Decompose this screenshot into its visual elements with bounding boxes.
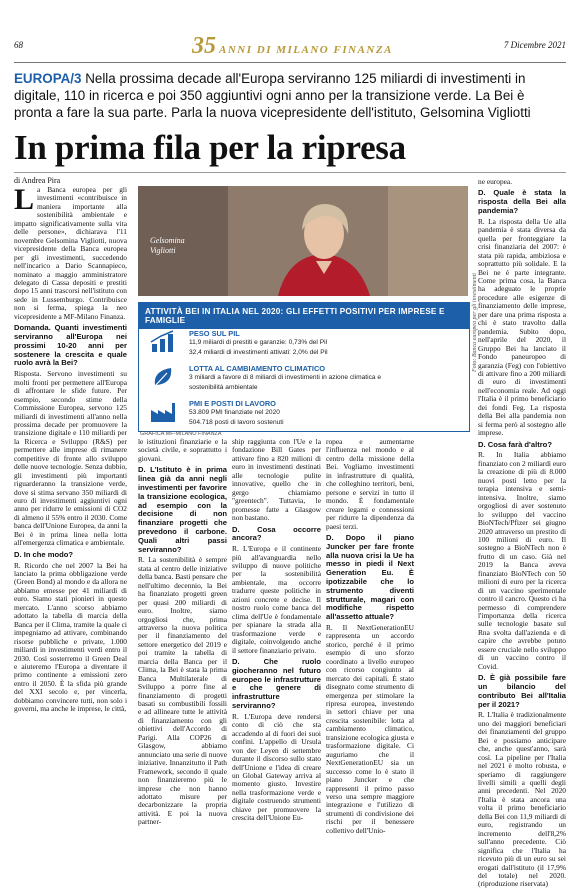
question: D. Cosa farà d'altro? [478,439,552,449]
info-row-climate [147,364,447,394]
article-deck [14,70,566,121]
portrait-illustration [138,186,468,296]
byline-author: Andrea Pira [21,176,61,185]
answer: R. In Italia abbiamo finanziato con 2 miliardi euro la creazione di più di 8.000 nuovi posti letto per la terapia intensiva e semi-intensiva. Inoltre, siamo orgogliosi di aver sostenuto lo sviluppo del vaccino BioNTech/Pfizer sei giugno 2020 attraverso un prestito di 100 milioni di euro. Il sostegno a BioNTech non è frutto di un caso. Già nel 2019 la Banca aveva finanziato BioNTech con 50 milioni di euro per la ricerca di un vaccino sperimentale contro il cancro. Questo ci ha permesso di comprendere l'importanza della ricerca sulle tecnologie basate sul Rna svolta dall'azienda e di capire che avrebbe potuto essere cruciale nello sviluppo di un vaccino contro il Covid. [478,450,566,671]
question: D. Che ruolo giocheranno nel futuro europeo le infrastrutture e che genere di infrastrutture serviranno? [232,657,321,710]
infographic-title: ATTIVITÀ BEI IN ITALIA NEL 2020: GLI EFFETTI POSITIVI PER IMPRESE E FAMIGLIE [139,303,469,329]
info-row-title: PMI E POSTI DI LAVORO [189,399,276,408]
question: D. Cosa occorre ancora? [232,524,321,543]
section-title: ANNI DI MILANO FINANZA [219,44,393,56]
photo-credit: Foto: Banca europea per gli investimenti [472,273,478,372]
portrait-photo [138,186,468,296]
infographic-box [138,302,470,432]
info-row-title: LOTTA AL CAMBIAMENTO CLIMATICO [189,364,326,373]
paragraph: ne europea. [478,177,513,186]
answer: R. La sostenibilità è sempre stata al centro delle iniziative della banca. Basti pensare che nell'ultimo decennio, la Bei ha finanziato progetti green per quasi 200 miliardi di euro. Inoltre, siamo orgogliosi che, prima attraverso la nuova politica per il finanziamento del settore energetico del 2019 e poi tramite la tabella di marcia della Banca per il Clima, la Bei è stata la prima Banca Multilaterale di Sviluppo a porre fine al finanziamento di progetti basati su combustibili fossili e ad allineare tutte le attività di finanziamento con gli obiettivi dell'Accordo di Parigi. Alla COP26 di Glasgow, abbiamo annunciato una serie di nuove iniziative. Innanzitutto il Path Framework, secondo il quale non finanzieremo più le imprese che non hanno adottato misure per decarbonizzare la propria attività. E poi la nuova partner- [138,555,227,827]
paragraph: ropea e aumentarne l'influenza nel mondo e al centro della missione della Bei. Vogliamo investimenti in infrastrutture di qualità, che colleghino territori, beni, persone e servizi in tutto il mondo. È fondamentale creare legami e connessioni per ridurre la dipendenza da paesi terzi. [326,437,414,531]
graphic-source: GRAFICA MF-MILANO FINANZA [140,431,222,437]
byline-prefix: di [14,176,21,185]
page-header [14,34,566,58]
info-row-sme [147,399,447,429]
answer: R. L'Europa deve rendersi conto di ciò che sta accadendo al di fuori dei suoi confini. L'appello di Ursula von der Leyen di settembre durante il discorso sullo stato dell'Unione e l'idea di creare un Global Gateway arriva al momento giusto. Investire nella trasformazione verde e digitale costruendo strumenti chiave per promuovere la crescita dell'Unione Eu- [232,711,321,823]
question: D. L'Istituto è in prima linea già da anni negli investimenti per favorire la transizione ecologica, ad esempio con la decisione di non finanziare progetti che prevedono il carbone. Quali altri passi serviranno? [138,465,227,554]
question: D. Dopo il piano Juncker per fare fronte alla nuova crisi la Ue ha messo in piedi il Next Generation Eu. È ipotizzabile che lo strumento diventi strutturale, magari con modifiche rispetto all'assetto attuale? [326,532,414,622]
question: D. Quale è stata la risposta della Bei alla pandemia? [478,188,566,216]
intro-paragraph: a Banca europea per gli investimenti «contribuisce in maniera importante alla sostenibilità ambientale e impatto significativamente sulla vita delle persone», dichiarava l'11 novembre Gelsomina Vigliotti, nuova vicepresidente della Banca europea per gli investimenti, succedendo nell'incarico a Dario Scannapieco, nominato a maggio amministratore delegato di Cassa depositi e prestiti dopo 15 anni trascorsi nell'istituto con sede in Lussemburgo. Contribuisce non si ferma, spiega la neo vicepresidente a MF-Milano Finanza. [14,185,127,321]
paragraph: ship raggiunta con l'Ue e la fondazione Bill Gates per attivare fino a 820 milioni di euro in investimenti destinati alle tecnologie pulite innovative, quello che in gergo chiamiamo "greentech". Tuttavia, le promesse fatte a Glasgow non bastano. [232,437,321,523]
leaf-icon [147,364,179,390]
info-row-title: PESO SUL PIL [189,329,240,338]
article-column-2 [138,437,227,827]
article-column-1 [14,183,127,806]
info-row-gdp [147,329,447,359]
article-headline: In prima fila per la ripresa [14,128,406,167]
question: D. È già possibile fare un bilancio del contributo Bei all'Italia per il 2021? [478,673,566,709]
info-row-line: 504.718 posti di lavoro sostenuti [189,419,284,426]
answer: R. Il NextGenerationEU rappresenta un accordo storico, perché è il primo esempio di uno sforzo coordinato a livello europeo con ricorso congiunto al mercato dei capitali. È stato disegnato come strumento di emergenza per stimolare la ripresa europea, investendo in settori chiave per una crescita sostenibile: lotta al cambiamento climatico, transizione ecologica giusta e trasformazione digitale. Ci auguriamo che il NextGenerationEU sia un successo come lo è stato il piano Juncker e che rappresenti il primo passo verso una sempre maggiore integrazione e l'utilizzo di strumenti di condivisione dei rischi per il benessere collettivo dell'Unio- [326,622,414,835]
deck-text: Nella prossima decade all'Europa serviranno 125 miliardi di investimenti in digitale, 110 in ricerca e poi 350 aggiuntivi ogni anno per la transizione verde. La Bei è pronta a fare la sua parte. Parla la nuova vicepresidente dell'istituto, Gelsomina Vigliotti [14,71,531,120]
answer: R. L'Europa e il continente più all'avanguardia nello sviluppo di nuove politiche per la sostenibilità ambientale, ma occorre tradurre queste politiche in azioni concrete e decise. Il nostro ruolo come banca del clima dell'Ue è fondamentale per spianare la strada alla trasformazione verde e digitale, coinvolgendo anche il settore finanziario privato. [232,544,321,655]
article-column-4 [326,437,414,835]
article-column-3 [232,437,321,823]
paragraph: le istituzioni finanziarie e la società civile, e soprattutto i giovani. [138,437,227,463]
info-row-line: 11,9 miliardi di prestiti e garanzie: 0,73% del Pil [189,339,328,346]
header-rule [14,62,566,63]
info-row-line: 3 miliardi a favore di 8 miliardi di investimenti in azione climatica e [189,374,382,381]
photo-caption [150,236,185,256]
caption-name-last: Vigliotti [150,246,176,255]
info-row-line: 53.809 PMI finanziate nel 2020 [189,409,280,416]
section-masthead [192,34,393,58]
chart-up-icon [147,329,179,355]
info-row-line: 32,4 miliardi di investimenti attivati: 2,0% del Pil [189,349,328,356]
answer: R. Ricordo che nel 2007 la Bei ha lanciato la prima obbligazione verde (Green Bond) al mondo e da allora ne abbiamo emesse per 41 miliardi di euro. Siamo stati pionieri in questo mercato. L'anno scorso abbiamo adottato la tabella di marcia della Banca per il Clima, tramite la quale ci impegniamo ad attivare, combinando risorse pubbliche e private, 1.000 miliardi in investimenti verdi entro il 2030. Così sosterremo il Green Deal e aiuteremo l'Europa a diventare il primo continente a emissioni zero entro il 2050. È la sfida più grande del XXI secolo e, per vincerla, dobbiamo convincere tutti, non solo i governi, ma anche le imprese, le città, [14,560,127,714]
info-row-line: sostenibilità ambientale [189,384,258,391]
question: Domanda. Quanti investimenti serviranno all'Europa nei prossimi 10-20 anni per sostenere la crescita e quale ruolo avrà la Bei? [14,323,127,368]
page-number: 68 [14,40,23,50]
caption-name-first: Gelsomina [150,236,185,245]
drop-cap: L [14,183,35,216]
answer: R. La risposta della Ue alla pandemia è stata diversa da quella per fronteggiare la crisi finanziaria del 2007: è stata più rapida, ambiziosa e soprattutto più solidale. E la Bei ne è parte integrante. Come prima cosa, la Banca ha adeguato le proprie procedure alle esigenze di finanziamento delle imprese, per dare una prima risposta a chi è stato travolto dalla pandemia. Subito dopo, nell'aprile del 2020, il Gruppo Bei ha lanciato il Fondo paneuropeo di garanzia (Feg) con l'obiettivo di attivare fino a 200 miliardi di euro di investimenti nell'economia reale. Ad oggi l'Italia è il primo beneficiario dei fondi Feg. La risposta della Bei alla pandemia non si ferma però al sostegno alle imprese. [478,216,566,438]
article-column-5 [478,177,566,889]
answer: R. L'Italia è tradizionalmente uno dei maggiori beneficiari dei finanziamenti del gruppo Bei e possiamo anticipare che, anche quest'anno, sarà così. La pipeline per l'Italia nel 2021 è molto robusta, e speriamo di raggiungere livelli simili a quelli degli anni precedenti. Nel 2020 l'Italia è stata ancora una volta il primo beneficiario della Bei con 11,9 miliardi di euro, registrando un incremento dell'8,2% sull'anno precedente. Ciò significa che l'Italia ha ricevuto più di un euro su sei erogati dall'istituto (il 17,9% del totale) nel 2020. (riproduzione riservata) [478,710,566,889]
deck-keyword: EUROPA/3 [14,71,82,86]
question: D. In che modo? [14,549,74,559]
issue-date: 7 Dicembre 2021 [503,40,566,50]
anniversary-number: 35 [192,33,216,59]
factory-icon [147,399,179,425]
headline-rule [14,172,566,173]
answer: Risposta. Servono investimenti su molti fronti per permettere all'Europa di affrontare le sfide future. Per esempio, secondo stime della Commissione Europea, servono 125 miliardi di investimenti all'anno nella prossima decade per promuovere la transizione digitale e 110 miliardi per la Ricerca e Sviluppo (R&S) per permettere alle imprese di rimanere competitive di fronte allo sviluppo delle nuove tecnologie. Senza dubbio, gli investimenti più importanti riguarderanno la transizione verde, dove si stima servano 350 miliardi di euro di investimenti aggiuntivi ogni anno per ridurre le emissioni di CO2 di almeno il 55% entro il 2030. Come banca dell'Unione Europea, da anni la Bei è in prima linea nella lotta all'emergenza climatica e ambientale. [14,369,127,548]
